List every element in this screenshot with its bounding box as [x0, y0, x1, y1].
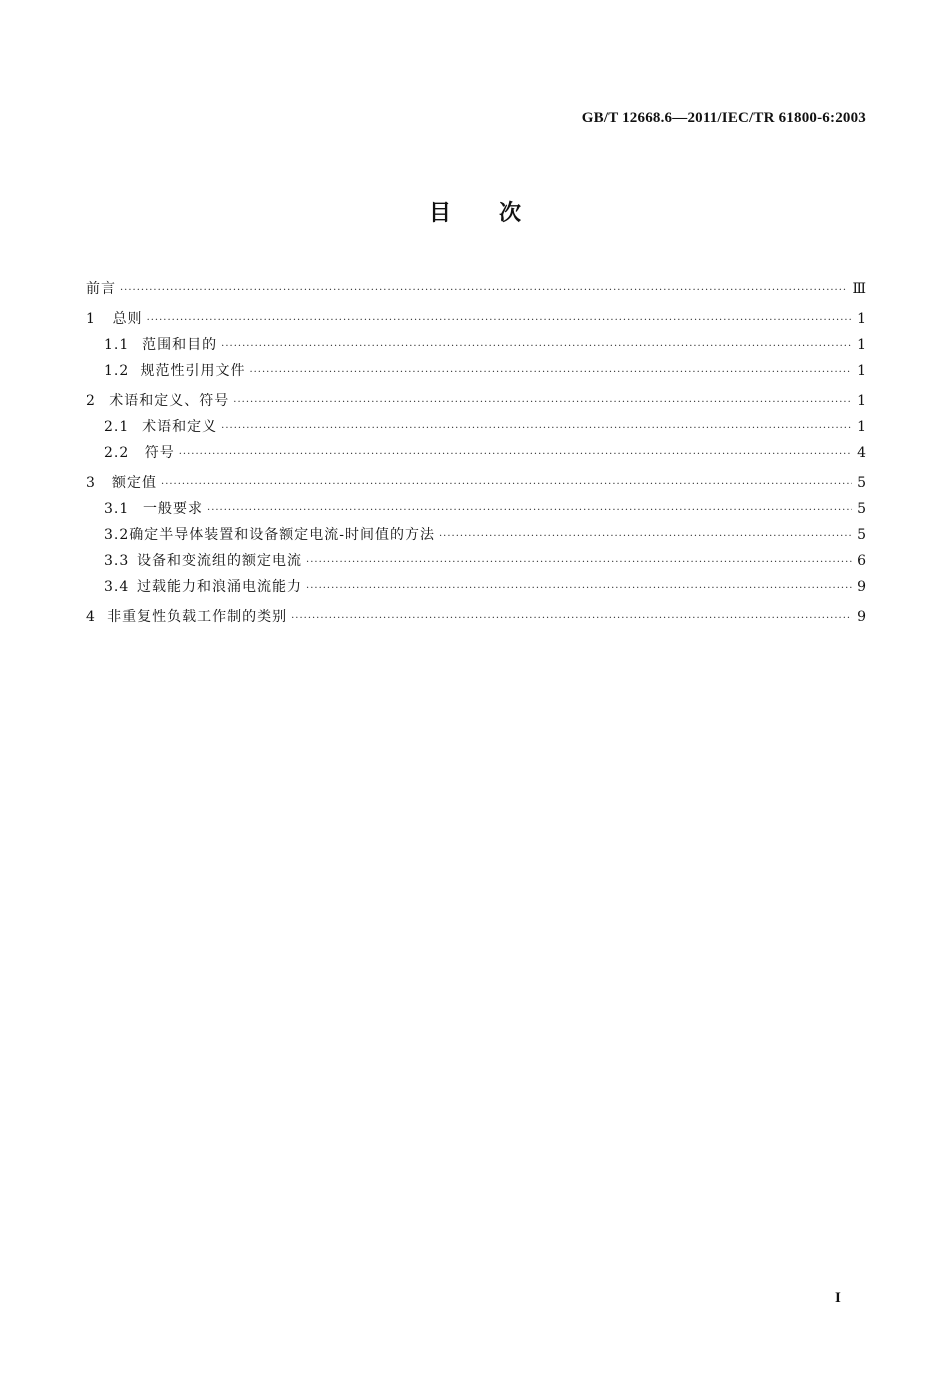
toc-entry[interactable] [86, 360, 866, 386]
toc-entry-page: 9 [857, 609, 866, 625]
table-of-contents [86, 278, 866, 632]
toc-entry[interactable] [86, 550, 866, 576]
toc-entry-page: 5 [857, 475, 866, 491]
toc-entry-page: Ⅲ [852, 281, 866, 297]
toc-entry-title: 前言 [86, 281, 116, 297]
toc-entry-number: 3.1 [104, 501, 130, 517]
toc-entry[interactable] [86, 416, 866, 442]
toc-entry-title: 一般要求 [143, 501, 204, 517]
page-number: I [835, 1290, 841, 1306]
toc-entry-title: 符号 [144, 445, 175, 461]
dot-leader [221, 341, 852, 352]
toc-entry-page: 6 [857, 553, 866, 569]
standard-number: GB/T 12668.6—2011/IEC/TR 61800-6:2003 [581, 110, 866, 126]
toc-entry[interactable] [86, 390, 866, 416]
toc-entry-page: 1 [857, 393, 866, 409]
toc-entry-title: 术语和定义、符号 [109, 393, 230, 409]
toc-entry-number: 3.3 [104, 553, 130, 569]
dot-leader [179, 449, 852, 460]
toc-entry[interactable] [86, 606, 866, 632]
dot-leader [120, 285, 848, 296]
toc-entry-title: 确定半导体装置和设备额定电流-时间值的方法 [129, 527, 435, 543]
toc-entry[interactable] [86, 308, 866, 334]
toc-title: 目次 [428, 201, 569, 226]
toc-entry-page: 5 [857, 501, 866, 517]
dot-leader [291, 613, 852, 624]
toc-entry-title: 过载能力和浪涌电流能力 [137, 579, 303, 595]
toc-entry[interactable] [86, 334, 866, 360]
toc-entry-page: 1 [857, 363, 866, 379]
dot-leader [306, 557, 852, 568]
toc-entry-title: 范围和目的 [142, 337, 218, 353]
toc-entry[interactable] [86, 576, 866, 602]
toc-entry-page: 5 [857, 527, 866, 543]
toc-entry-number: 2 [86, 393, 95, 409]
toc-entry-number: 2.2 [104, 445, 130, 461]
toc-entry[interactable] [86, 442, 866, 468]
toc-entry-number: 3 [86, 475, 95, 491]
toc-entry-page: 1 [857, 311, 866, 327]
toc-entry-page: 9 [857, 579, 866, 595]
dot-leader [233, 397, 852, 408]
toc-entry-title: 设备和变流组的额定电流 [137, 553, 303, 569]
dot-leader [306, 583, 852, 594]
toc-entry[interactable] [86, 278, 866, 304]
dot-leader [207, 505, 852, 516]
toc-entry-number: 3.4 [104, 579, 130, 595]
toc-entry-number: 1.2 [104, 363, 130, 379]
toc-entry-page: 1 [857, 419, 866, 435]
dot-leader [147, 315, 852, 326]
toc-entry-title: 术语和定义 [142, 419, 218, 435]
dot-leader [439, 531, 852, 542]
toc-entry-page: 4 [857, 445, 866, 461]
toc-entry-number: 1 [86, 311, 95, 327]
dot-leader [249, 367, 852, 378]
toc-entry-number: 2.1 [104, 419, 130, 435]
toc-entry-number: 3.2 [104, 527, 130, 543]
dot-leader [221, 423, 852, 434]
dot-leader [161, 479, 852, 490]
toc-entry-title: 额定值 [112, 475, 158, 491]
toc-entry-number: 4 [86, 609, 95, 625]
toc-entry-title: 非重复性负载工作制的类别 [107, 609, 288, 625]
toc-entry[interactable] [86, 498, 866, 524]
toc-entry-number: 1.1 [104, 337, 130, 353]
toc-entry[interactable] [86, 524, 866, 550]
toc-entry-title: 规范性引用文件 [140, 363, 246, 379]
toc-entry-page: 1 [857, 337, 866, 353]
toc-entry[interactable] [86, 472, 866, 498]
toc-entry-title: 总则 [112, 311, 143, 327]
